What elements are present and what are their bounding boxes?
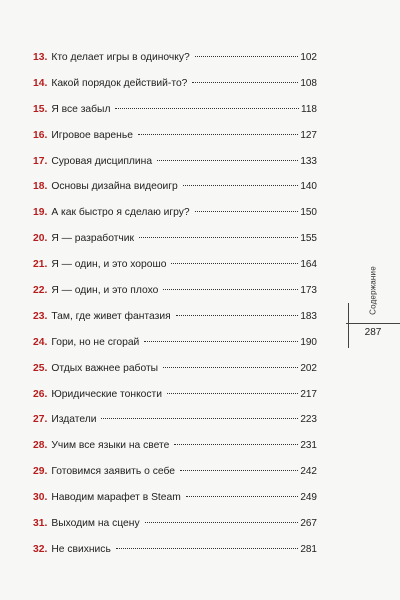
chapter-title: Готовимся заявить о себе bbox=[51, 466, 175, 478]
chapter-title: Я — один, и это плохо bbox=[51, 285, 159, 297]
page-number: 281 bbox=[300, 543, 317, 555]
chapter-number: 31. bbox=[33, 518, 48, 530]
dotted-leader bbox=[171, 263, 298, 264]
chapter-title: Учим все языки на свете bbox=[51, 440, 170, 452]
page-number: 249 bbox=[300, 492, 317, 504]
dotted-leader bbox=[186, 496, 298, 497]
dotted-leader bbox=[138, 134, 298, 135]
toc-entry-15 bbox=[33, 97, 317, 123]
chapter-title: Я — один, и это хорошо bbox=[51, 259, 167, 271]
chapter-title: Я — разработчик bbox=[51, 233, 135, 245]
chapter-number: 22. bbox=[33, 285, 48, 297]
dotted-leader bbox=[167, 393, 298, 394]
chapter-number: 23. bbox=[33, 310, 48, 322]
chapter-number: 17. bbox=[33, 155, 48, 167]
page-number: 140 bbox=[300, 181, 317, 193]
page-number: 118 bbox=[301, 103, 317, 115]
dotted-leader bbox=[101, 418, 298, 419]
chapter-title: Не свихнись bbox=[51, 543, 111, 555]
page-number: 133 bbox=[300, 155, 317, 167]
page-number: 150 bbox=[300, 207, 317, 219]
dotted-leader bbox=[195, 56, 299, 57]
chapter-number: 29. bbox=[33, 466, 48, 478]
toc-entry-31 bbox=[33, 511, 317, 537]
toc-entry-17 bbox=[33, 149, 317, 175]
toc-entry-23 bbox=[33, 304, 317, 330]
chapter-number: 26. bbox=[33, 388, 48, 400]
toc-entry-19 bbox=[33, 200, 317, 226]
toc-entry-25 bbox=[33, 356, 317, 382]
chapter-title: А как быстро я сделаю игру? bbox=[51, 207, 190, 219]
dotted-leader bbox=[157, 160, 298, 161]
chapter-title: Наводим марафет в Steam bbox=[51, 492, 181, 504]
chapter-number: 24. bbox=[33, 336, 48, 348]
chapter-title: Издатели bbox=[51, 414, 97, 426]
toc-entry-16 bbox=[33, 123, 317, 149]
chapter-number: 27. bbox=[33, 414, 48, 426]
page-number: 217 bbox=[300, 388, 317, 400]
chapter-title: Основы дизайна видеоигр bbox=[51, 181, 178, 193]
chapter-title: Игровое варенье bbox=[51, 129, 133, 141]
chapter-number: 25. bbox=[33, 362, 48, 374]
chapter-title: Выходим на сцену bbox=[51, 518, 140, 530]
toc-entry-28 bbox=[33, 433, 317, 459]
toc-entry-32 bbox=[33, 537, 317, 563]
dotted-leader bbox=[115, 108, 299, 109]
chapter-number: 32. bbox=[33, 543, 48, 555]
chapter-title: Кто делает игры в одиночку? bbox=[51, 52, 190, 63]
chapter-number: 14. bbox=[33, 77, 48, 89]
chapter-number: 30. bbox=[33, 492, 48, 504]
table-of-contents bbox=[33, 45, 317, 563]
chapter-title: Там, где живет фантазия bbox=[51, 310, 171, 322]
dotted-leader bbox=[116, 548, 298, 549]
page-number: 127 bbox=[300, 129, 317, 141]
chapter-number: 21. bbox=[33, 259, 48, 271]
toc-entry-26 bbox=[33, 382, 317, 408]
dotted-leader bbox=[163, 289, 298, 290]
page-number: 108 bbox=[300, 77, 317, 89]
folio-page-number: 287 bbox=[364, 327, 382, 338]
chapter-title: Суровая дисциплина bbox=[51, 155, 153, 167]
toc-entry-14 bbox=[33, 71, 317, 97]
page-number: 183 bbox=[300, 310, 317, 322]
chapter-title: Отдых важнее работы bbox=[51, 362, 159, 374]
chapter-title: Я все забыл bbox=[51, 103, 111, 115]
toc-entry-20 bbox=[33, 226, 317, 252]
chapter-title: Гори, но не сгорай bbox=[51, 336, 140, 348]
chapter-title: Юридические тонкости bbox=[51, 388, 163, 400]
section-label: Содержание bbox=[368, 266, 378, 315]
chapter-number: 16. bbox=[33, 129, 48, 141]
dotted-leader bbox=[195, 211, 299, 212]
page-number: 223 bbox=[300, 414, 317, 426]
dotted-leader bbox=[180, 470, 298, 471]
toc-entry-13 bbox=[33, 45, 317, 71]
toc-entry-29 bbox=[33, 459, 317, 485]
chapter-number: 28. bbox=[33, 440, 48, 452]
page-number: 231 bbox=[300, 440, 317, 452]
chapter-number: 19. bbox=[33, 207, 48, 219]
toc-entry-22 bbox=[33, 278, 317, 304]
toc-entry-18 bbox=[33, 174, 317, 200]
section-side-tab bbox=[346, 248, 400, 348]
chapter-title: Какой порядок действий-то? bbox=[51, 77, 188, 89]
page-number: 267 bbox=[300, 518, 317, 530]
chapter-number: 13. bbox=[33, 52, 48, 63]
dotted-leader bbox=[145, 522, 299, 523]
chapter-number: 20. bbox=[33, 233, 48, 245]
horizontal-rule bbox=[346, 323, 400, 324]
page-number: 190 bbox=[300, 336, 317, 348]
page-number: 242 bbox=[300, 466, 317, 478]
page-number: 202 bbox=[300, 362, 317, 374]
page-number: 173 bbox=[300, 285, 317, 297]
dotted-leader bbox=[192, 82, 298, 83]
dotted-leader bbox=[176, 315, 299, 316]
page-number: 164 bbox=[300, 259, 317, 271]
dotted-leader bbox=[144, 341, 298, 342]
page-number: 155 bbox=[300, 233, 317, 245]
toc-entry-24 bbox=[33, 330, 317, 356]
toc-entry-27 bbox=[33, 407, 317, 433]
dotted-leader bbox=[163, 367, 298, 368]
dotted-leader bbox=[174, 444, 298, 445]
vertical-rule bbox=[348, 303, 349, 348]
chapter-number: 18. bbox=[33, 181, 48, 193]
chapter-number: 15. bbox=[33, 103, 48, 115]
dotted-leader bbox=[139, 237, 298, 238]
toc-entry-21 bbox=[33, 252, 317, 278]
dotted-leader bbox=[183, 185, 299, 186]
page-number: 102 bbox=[300, 52, 317, 63]
toc-entry-30 bbox=[33, 485, 317, 511]
